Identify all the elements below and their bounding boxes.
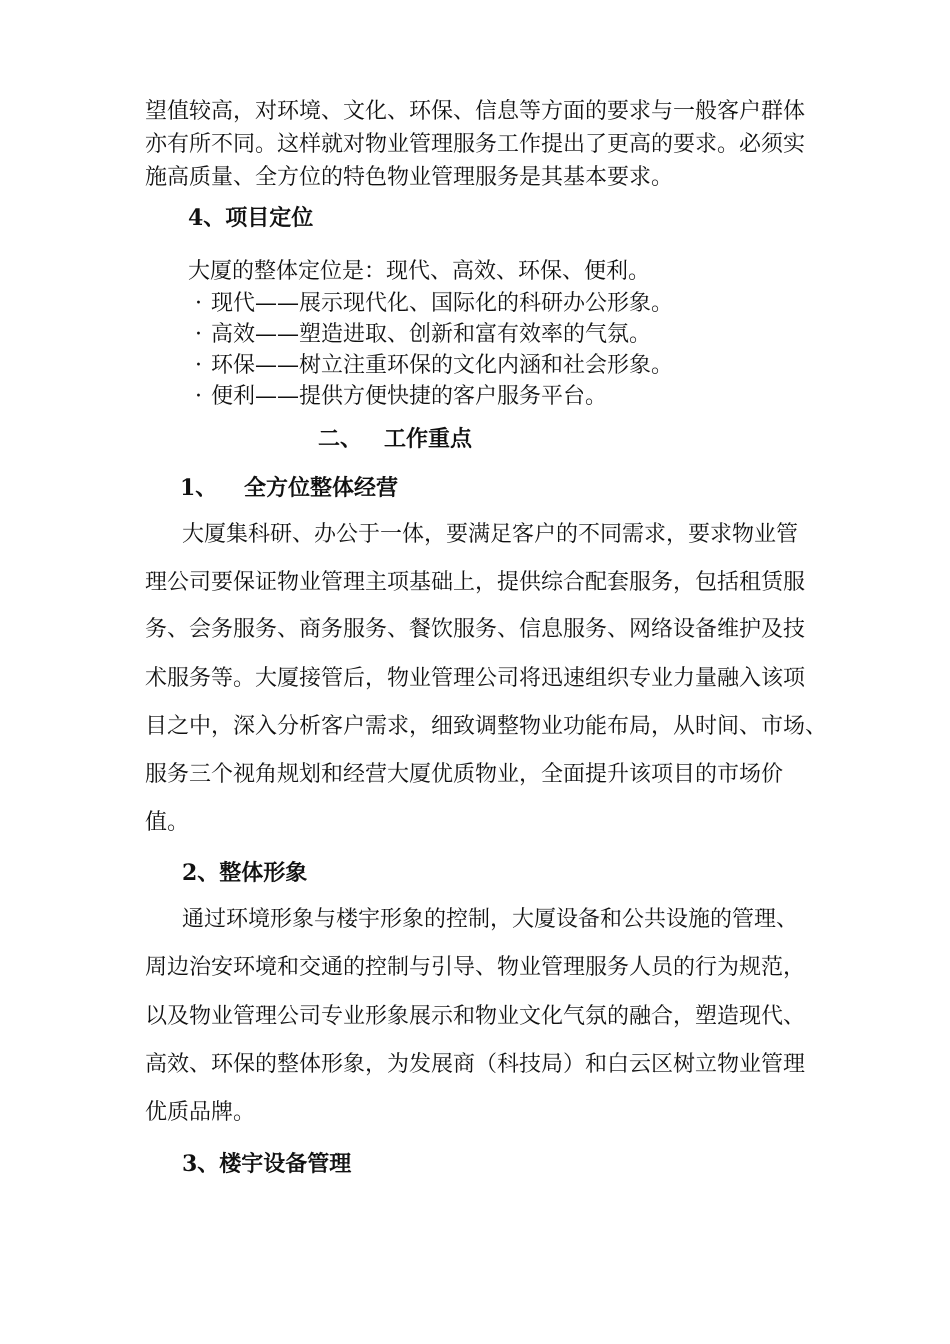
bullet-dot: · — [195, 384, 202, 409]
bullet-text: 便利——提供方便快捷的客户服务平台。 — [211, 384, 608, 409]
item-3-heading: 3、楼宇设备管理 — [182, 1151, 352, 1177]
item-2-line-4: 高效、环保的整体形象，为发展商（科技局）和白云区树立物业管理 — [145, 1052, 806, 1077]
item-1-line-2: 理公司要保证物业管理主项基础上，提供综合配套服务，包括租赁服 — [145, 570, 806, 595]
bullet-text: 环保——树立注重环保的文化内涵和社会形象。 — [211, 353, 674, 378]
item-title: 全方位整体经营 — [244, 475, 399, 501]
intro-line-2: 亦有所不同。这样就对物业管理服务工作提出了更高的要求。必须实 — [145, 132, 806, 157]
item-1-line-3: 务、会务服务、商务服务、餐饮服务、信息服务、网络设备维护及技 — [145, 617, 806, 642]
bullet-text: 高效——塑造进取、创新和富有效率的气氛。 — [211, 322, 652, 347]
bullet-text: 现代——展示现代化、国际化的科研办公形象。 — [211, 291, 674, 316]
item-1-heading — [180, 473, 580, 503]
item-1-line-6: 服务三个视角规划和经营大厦优质物业，全面提升该项目的市场价 — [145, 762, 784, 787]
section-4-heading: 4、项目定位 — [188, 205, 314, 231]
item-1-line-7: 值。 — [145, 810, 190, 835]
intro-line-1: 望值较高，对环境、文化、环保、信息等方面的要求与一般客户群体 — [145, 99, 806, 124]
item-2-line-5: 优质品牌。 — [145, 1100, 256, 1125]
chapter-2-heading — [318, 424, 618, 454]
bullet-dot: · — [195, 322, 202, 347]
intro-line-3: 施高质量、全方位的特色物业管理服务是其基本要求。 — [145, 165, 674, 190]
bullet-item-modern — [195, 289, 885, 319]
item-2-line-2: 周边治安环境和交通的控制与引导、物业管理服务人员的行为规范， — [145, 955, 806, 980]
item-2-line-3: 以及物业管理公司专业形象展示和物业文化气氛的融合，塑造现代、 — [145, 1004, 806, 1029]
item-1-line-1: 大厦集科研、办公于一体，要满足客户的不同需求，要求物业管 — [182, 522, 799, 547]
bullet-dot: · — [195, 291, 202, 316]
bullet-dot: · — [195, 353, 202, 378]
chapter-number: 二、 — [318, 426, 363, 452]
bullet-item-efficient — [195, 320, 885, 350]
bullet-item-convenient — [195, 382, 885, 412]
chapter-title: 工作重点 — [384, 426, 473, 452]
item-2-line-1: 通过环境形象与楼宇形象的控制，大厦设备和公共设施的管理、 — [182, 907, 799, 932]
section-4-lead: 大厦的整体定位是：现代、高效、环保、便利。 — [188, 259, 651, 284]
item-1-line-5: 目之中，深入分析客户需求，细致调整物业功能布局，从时间、市场、 — [145, 714, 828, 739]
item-1-line-4: 术服务等。大厦接管后，物业管理公司将迅速组织专业力量融入该项 — [145, 666, 806, 691]
bullet-item-eco — [195, 351, 885, 381]
item-number: 1、 — [180, 475, 218, 501]
item-2-heading: 2、整体形象 — [182, 860, 308, 886]
